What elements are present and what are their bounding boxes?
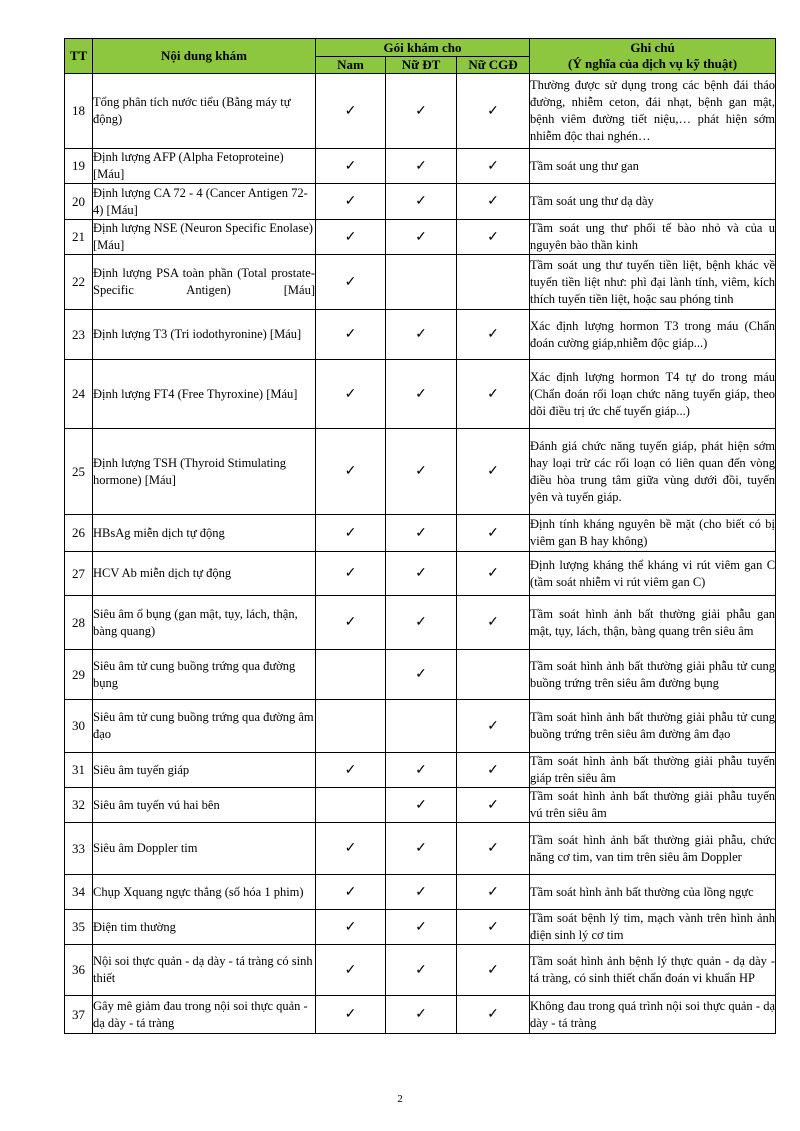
check-cell-nu-dt [386, 552, 457, 596]
table-row [65, 360, 776, 429]
checkmark-icon: ✓ [415, 103, 427, 119]
check-cell-nu-cgd [457, 255, 530, 310]
check-cell-nam [316, 255, 386, 310]
checkmark-icon: ✓ [344, 962, 357, 978]
checkmark-icon: ✓ [415, 525, 427, 541]
table-row [65, 184, 776, 220]
row-note: Tầm soát hình ảnh bất thường của lồng ngực [530, 875, 776, 910]
check-cell-nu-cgd [457, 360, 530, 429]
check-cell-nam [316, 310, 386, 360]
check-cell-nam [316, 596, 386, 650]
table-row [65, 650, 776, 700]
check-cell-nam [316, 515, 386, 552]
table-row [65, 149, 776, 184]
checkmark-icon: ✓ [344, 762, 357, 778]
row-number: 19 [65, 149, 93, 184]
header-nam: Nam [316, 57, 386, 74]
check-cell-nam [316, 823, 386, 875]
check-cell-nu-cgd [457, 996, 530, 1034]
row-number: 30 [65, 700, 93, 753]
row-note: Tầm soát hình ảnh bất thường giải phẫu tử cung buồng trứng trên siêu âm đường âm đạo [530, 700, 776, 753]
checkmark-icon: ✓ [344, 841, 357, 856]
check-cell-nam [316, 650, 386, 700]
row-number: 24 [65, 360, 93, 429]
row-content: Định lượng T3 (Tri iodothyronine) [Máu] [93, 310, 316, 360]
table-row [65, 220, 776, 255]
checkmark-icon: ✓ [487, 158, 499, 174]
checkmark-icon: ✓ [344, 566, 357, 581]
check-cell-nam [316, 220, 386, 255]
checkmark-icon: ✓ [344, 194, 357, 209]
table-row [65, 310, 776, 360]
row-content: Định lượng AFP (Alpha Fetoproteine) [Máu] [93, 149, 316, 184]
checkmark-icon: ✓ [487, 718, 499, 734]
row-note: Tầm soát ung thư gan [530, 149, 776, 184]
row-number: 18 [65, 74, 93, 149]
row-content: HBsAg miễn dịch tự động [93, 515, 316, 552]
row-number: 31 [65, 753, 93, 788]
row-content: Nội soi thực quản - dạ dày - tá tràng có sinh thiết [93, 945, 316, 996]
checkmark-icon: ✓ [344, 158, 357, 174]
check-cell-nam [316, 788, 386, 823]
checkmark-icon: ✓ [487, 1007, 499, 1022]
row-number: 33 [65, 823, 93, 875]
checkmark-icon: ✓ [487, 386, 499, 402]
checkmark-icon: ✓ [415, 762, 427, 778]
checkmark-icon: ✓ [415, 158, 427, 174]
header-package: Gói khám cho [316, 39, 530, 57]
exam-package-table [64, 38, 776, 1034]
row-content: Siêu âm Doppler tim [93, 823, 316, 875]
header-note [530, 39, 776, 74]
row-content: Điện tim thường [93, 910, 316, 945]
row-content: HCV Ab miễn dịch tự động [93, 552, 316, 596]
check-cell-nu-dt [386, 220, 457, 255]
row-content: Định lượng FT4 (Free Thyroxine) [Máu] [93, 360, 316, 429]
table-row [65, 700, 776, 753]
check-cell-nu-dt [386, 823, 457, 875]
checkmark-icon: ✓ [344, 386, 357, 402]
checkmark-icon: ✓ [487, 229, 499, 245]
checkmark-icon: ✓ [415, 386, 427, 402]
check-cell-nam [316, 184, 386, 220]
checkmark-icon: ✓ [344, 464, 357, 479]
check-cell-nu-dt [386, 184, 457, 220]
checkmark-icon: ✓ [344, 919, 357, 935]
check-cell-nu-cgd [457, 596, 530, 650]
checkmark-icon: ✓ [487, 566, 499, 581]
check-cell-nam [316, 945, 386, 996]
row-number: 32 [65, 788, 93, 823]
row-note: Không đau trong quá trình nội soi thực quản - dạ dày - tá tràng [530, 996, 776, 1034]
table-row [65, 996, 776, 1034]
checkmark-icon: ✓ [415, 229, 427, 245]
checkmark-icon: ✓ [344, 103, 357, 119]
checkmark-icon: ✓ [415, 194, 427, 209]
table-row [65, 823, 776, 875]
table-row [65, 945, 776, 996]
row-note: Thường được sử dụng trong các bệnh đái tháo đường, nhiễm ceton, đái nhạt, bệnh gan mật, bệnh viêm đường tiết niệu,… phát hiện sớm nhiễm độc thai nghén… [530, 74, 776, 149]
check-cell-nu-dt [386, 360, 457, 429]
row-number: 35 [65, 910, 93, 945]
check-cell-nu-cgd [457, 910, 530, 945]
row-content: Siêu âm tuyến giáp [93, 753, 316, 788]
check-cell-nam [316, 552, 386, 596]
table-row [65, 74, 776, 149]
checkmark-icon: ✓ [487, 525, 499, 541]
check-cell-nu-cgd [457, 429, 530, 515]
header-note-title: Ghi chú [630, 40, 675, 55]
row-note: Tầm soát hình ảnh bất thường giải phẫu tử cung buồng trứng trên siêu âm đường bụng [530, 650, 776, 700]
checkmark-icon: ✓ [344, 229, 357, 245]
row-number: 21 [65, 220, 93, 255]
check-cell-nu-cgd [457, 220, 530, 255]
row-note: Đánh giá chức năng tuyến giáp, phát hiện sớm hay loại trừ các rối loạn có liên quan đến vòng điều hòa trung tâm giữa vùng dưới đồi, tuyến yên và tuyến giáp. [530, 429, 776, 515]
check-cell-nam [316, 74, 386, 149]
check-cell-nu-dt [386, 910, 457, 945]
header-nu-dt: Nữ ĐT [386, 57, 457, 74]
row-number: 36 [65, 945, 93, 996]
row-content: Định lượng TSH (Thyroid Stimulating hormone) [Máu] [93, 429, 316, 515]
checkmark-icon: ✓ [487, 464, 499, 479]
checkmark-icon: ✓ [487, 762, 499, 778]
header-tt: TT [65, 39, 93, 74]
row-content: Tổng phân tích nước tiểu (Bằng máy tự động) [93, 74, 316, 149]
row-note: Tầm soát ung thư phổi tế bào nhỏ và của u nguyên bào thần kinh [530, 220, 776, 255]
row-number: 29 [65, 650, 93, 700]
check-cell-nu-dt [386, 74, 457, 149]
table-row [65, 515, 776, 552]
check-cell-nu-dt [386, 255, 457, 310]
checkmark-icon: ✓ [415, 841, 427, 856]
check-cell-nam [316, 429, 386, 515]
table-row [65, 429, 776, 515]
row-note: Xác định lượng hormon T4 tự do trong máu (Chẩn đoán rối loạn chức năng tuyến giáp, theo dõi điều trị ức chế tuyến giáp...) [530, 360, 776, 429]
table-row [65, 788, 776, 823]
checkmark-icon: ✓ [344, 1007, 357, 1022]
row-content: Siêu âm tuyến vú hai bên [93, 788, 316, 823]
table-row [65, 753, 776, 788]
check-cell-nu-cgd [457, 74, 530, 149]
row-number: 26 [65, 515, 93, 552]
check-cell-nu-dt [386, 700, 457, 753]
checkmark-icon: ✓ [415, 615, 427, 630]
check-cell-nu-dt [386, 753, 457, 788]
check-cell-nu-cgd [457, 788, 530, 823]
table-row [65, 910, 776, 945]
check-cell-nam [316, 149, 386, 184]
checkmark-icon: ✓ [415, 797, 427, 813]
check-cell-nam [316, 910, 386, 945]
table-row [65, 255, 776, 310]
table-row [65, 552, 776, 596]
check-cell-nu-dt [386, 788, 457, 823]
check-cell-nu-dt [386, 149, 457, 184]
row-note: Định tính kháng nguyên bề mặt (cho biết có bị viêm gan B hay không) [530, 515, 776, 552]
check-cell-nu-dt [386, 310, 457, 360]
check-cell-nu-cgd [457, 823, 530, 875]
check-cell-nu-cgd [457, 184, 530, 220]
check-cell-nu-cgd [457, 515, 530, 552]
row-content: Siêu âm tử cung buồng trứng qua đường âm đạo [93, 700, 316, 753]
row-content: Chụp Xquang ngực thẳng (số hóa 1 phim) [93, 875, 316, 910]
row-content: Định lượng PSA toàn phần (Total prostate-Specific Antigen) [Máu] [93, 255, 316, 310]
row-content: Siêu âm tử cung buồng trứng qua đường bụng [93, 650, 316, 700]
check-cell-nu-dt [386, 945, 457, 996]
checkmark-icon: ✓ [415, 667, 427, 682]
checkmark-icon: ✓ [487, 884, 499, 900]
checkmark-icon: ✓ [487, 919, 499, 935]
row-note: Tầm soát hình ảnh bất thường giải phẫu, chức năng cơ tim, van tim trên siêu âm Doppler [530, 823, 776, 875]
row-content: Định lượng NSE (Neuron Specific Enolase) [Máu] [93, 220, 316, 255]
row-note: Tầm soát hình ảnh bất thường giải phẫu tuyến giáp trên siêu âm [530, 753, 776, 788]
checkmark-icon: ✓ [344, 615, 357, 630]
checkmark-icon: ✓ [344, 525, 357, 541]
row-number: 27 [65, 552, 93, 596]
row-number: 23 [65, 310, 93, 360]
row-number: 37 [65, 996, 93, 1034]
checkmark-icon: ✓ [415, 327, 427, 342]
row-note: Tầm soát hình ảnh bất thường giải phẫu gan mật, tụy, lách, thận, bàng quang trên siêu âm [530, 596, 776, 650]
checkmark-icon: ✓ [415, 884, 427, 900]
row-number: 28 [65, 596, 93, 650]
check-cell-nu-cgd [457, 945, 530, 996]
check-cell-nu-cgd [457, 552, 530, 596]
check-cell-nu-cgd [457, 650, 530, 700]
checkmark-icon: ✓ [415, 919, 427, 935]
check-cell-nu-dt [386, 650, 457, 700]
row-content: Gây mê giảm đau trong nội soi thực quản - dạ dày - tá tràng [93, 996, 316, 1034]
check-cell-nam [316, 996, 386, 1034]
page-number: 2 [397, 1093, 403, 1105]
row-note: Tầm soát bệnh lý tim, mạch vành trên hình ảnh điện sinh lý cơ tim [530, 910, 776, 945]
row-note: Tầm soát hình ảnh bất thường giải phẫu tuyến vú trên siêu âm [530, 788, 776, 823]
check-cell-nam [316, 700, 386, 753]
checkmark-icon: ✓ [344, 274, 357, 290]
checkmark-icon: ✓ [415, 566, 427, 581]
row-number: 22 [65, 255, 93, 310]
check-cell-nu-cgd [457, 753, 530, 788]
check-cell-nu-dt [386, 515, 457, 552]
row-number: 20 [65, 184, 93, 220]
check-cell-nam [316, 360, 386, 429]
check-cell-nam [316, 753, 386, 788]
checkmark-icon: ✓ [415, 1007, 427, 1022]
header-nu-cgd: Nữ CGĐ [457, 57, 530, 74]
checkmark-icon: ✓ [415, 962, 427, 978]
row-note: Tầm soát ung thư tuyến tiền liệt, bệnh khác về tuyến tiền liệt như: phì đại lành tính, viêm, kích thích tuyến tiền liệt, hoặc sau phóng tinh [530, 255, 776, 310]
check-cell-nu-dt [386, 596, 457, 650]
header-content: Nội dung khám [93, 39, 316, 74]
table-row [65, 596, 776, 650]
check-cell-nu-dt [386, 875, 457, 910]
row-note: Xác định lượng hormon T3 trong máu (Chẩn đoán cường giáp,nhiễm độc giáp...) [530, 310, 776, 360]
check-cell-nu-cgd [457, 700, 530, 753]
check-cell-nu-cgd [457, 875, 530, 910]
checkmark-icon: ✓ [344, 327, 357, 342]
check-cell-nu-dt [386, 996, 457, 1034]
checkmark-icon: ✓ [487, 327, 499, 342]
row-number: 34 [65, 875, 93, 910]
row-content: Định lượng CA 72 - 4 (Cancer Antigen 72- 4) [Máu] [93, 184, 316, 220]
check-cell-nu-cgd [457, 310, 530, 360]
row-note: Tầm soát ung thư dạ dày [530, 184, 776, 220]
check-cell-nam [316, 875, 386, 910]
check-cell-nu-dt [386, 429, 457, 515]
checkmark-icon: ✓ [415, 464, 427, 479]
row-note: Tầm soát hình ảnh bệnh lý thực quản - dạ dày - tá tràng, có sinh thiết chẩn đoán vi khuẩn HP [530, 945, 776, 996]
checkmark-icon: ✓ [487, 797, 499, 813]
check-cell-nu-cgd [457, 149, 530, 184]
checkmark-icon: ✓ [487, 962, 499, 978]
checkmark-icon: ✓ [487, 615, 499, 630]
checkmark-icon: ✓ [344, 884, 357, 900]
row-content: Siêu âm ổ bụng (gan mật, tụy, lách, thận, bàng quang) [93, 596, 316, 650]
checkmark-icon: ✓ [487, 194, 499, 209]
checkmark-icon: ✓ [487, 103, 499, 119]
row-note: Định lượng kháng thể kháng vi rút viêm gan C (tầm soát nhiễm vi rút viêm gan C) [530, 552, 776, 596]
checkmark-icon: ✓ [487, 841, 499, 856]
header-note-subtitle: (Ý nghĩa của dịch vụ kỹ thuật) [568, 56, 738, 71]
table-row [65, 875, 776, 910]
row-number: 25 [65, 429, 93, 515]
